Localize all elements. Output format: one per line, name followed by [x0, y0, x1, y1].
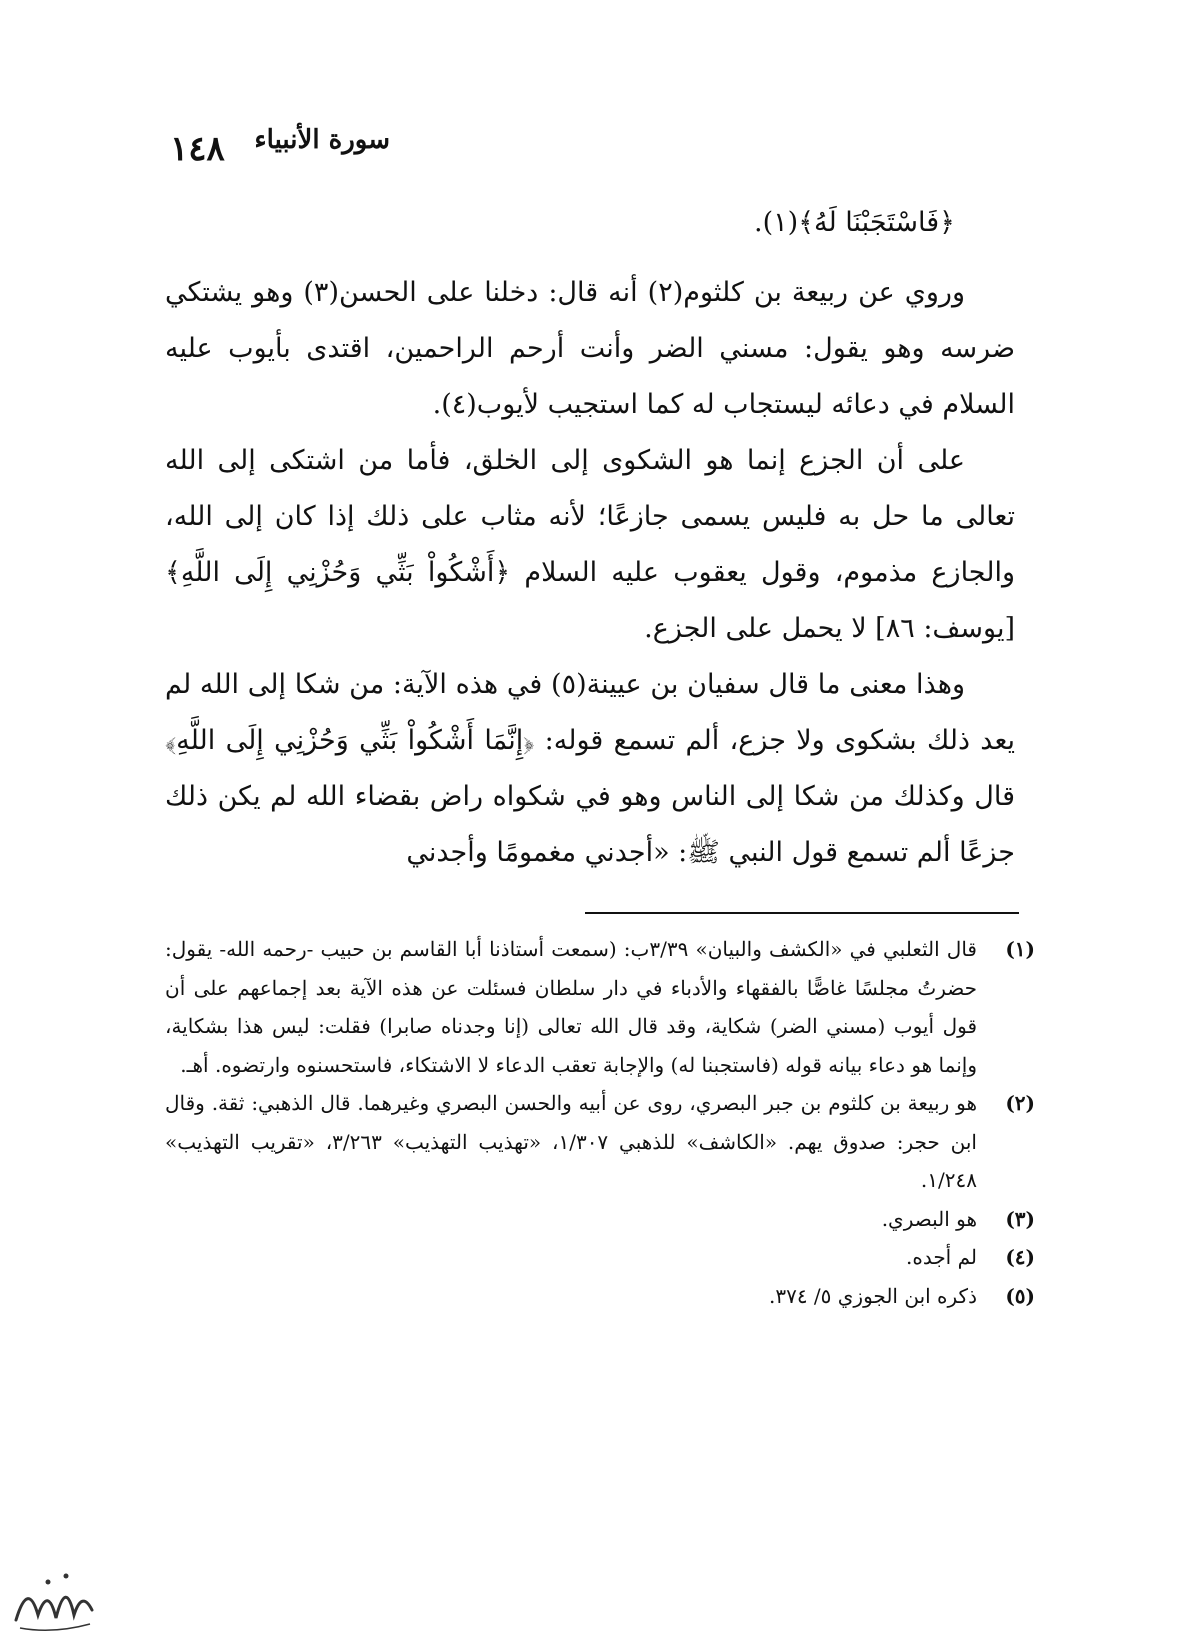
footnotes — [165, 930, 1035, 1315]
footnote-text: لم أجده. — [905, 1245, 977, 1269]
surah-title: سورة الأنبياء — [254, 125, 390, 155]
paragraph: وهذا معنى ما قال سفيان بن عيينة(٥) في هذه الآية: من شكا إلى الله لم يعد ذلك بشكوى ولا جزع، ألم تسمع قوله: ﴿إِنَّمَا أَشْكُواْ بَثِّي وَحُزْنِي إِلَى اللَّهِ﴾ قال وكذلك من شكا إلى الناس وهو في شكواه راض بقضاء الله لم يكن ذلك جزعًا ألم تسمع قول النبي ﷺ: «أجدني مغمومًا وأجدني — [165, 669, 1015, 868]
quran-quote-line: ﴿فَاسْتَجَبْنَا لَهُ﴾(١). — [754, 207, 955, 238]
paragraph: على أن الجزع إنما هو الشكوى إلى الخلق، فأما من اشتكى إلى الله تعالى ما حل به فليس يسمى جازعًا؛ لأنه مثاب على ذلك إذا كان إلى الله، والجازع مذموم، وقول يعقوب عليه السلام ﴿أَشْكُواْ بَثِّي وَحُزْنِي إِلَى اللَّهِ﴾ [يوسف: ٨٦] لا يحمل على الجزع. — [165, 445, 1015, 644]
footnote — [165, 930, 1035, 1084]
main-text — [165, 265, 1015, 881]
stamp-logo — [8, 1560, 98, 1640]
paragraph: وروي عن ربيعة بن كلثوم(٢) أنه قال: دخلنا على الحسن(٣) وهو يشتكي ضرسه وهو يقول: مسني الضر وأنت أرحم الراحمين، اقتدى بأيوب عليه السلام في دعائه ليستجاب له كما استجيب لأيوب(٤). — [165, 277, 1015, 420]
footnote — [165, 1277, 1035, 1316]
footnote-number: (٤) — [1005, 1245, 1035, 1269]
footnote — [165, 1238, 1035, 1277]
footnote-text: ذكره ابن الجوزي ٥/ ٣٧٤. — [768, 1283, 977, 1308]
footnote-number: (١) — [1005, 937, 1035, 961]
footnote-number: (٢) — [1005, 1091, 1035, 1115]
footnote-text: هو ربيعة بن كلثوم بن جبر البصري، روى عن أبيه والحسن البصري وغيرهما. قال الذهبي: ثقة. وقال ابن حجر: صدوق يهم. «الكاشف» للذهبي ١/٣٠٧، «تهذيب التهذيب» ٣/٢٦٣، «تقريب التهذيب» ١/٢٤٨. — [165, 1091, 977, 1192]
page-header — [170, 125, 1010, 175]
page-number: ١٤٨ — [170, 129, 225, 169]
footnote — [165, 1200, 1035, 1239]
footnote-number: (٥) — [1005, 1283, 1035, 1308]
footnote-number: (٣) — [1005, 1206, 1035, 1231]
footnote-text: هو البصري. — [881, 1206, 977, 1231]
footnote-text: قال الثعلبي في «الكشف والبيان» ٣/٣٩ب: (سمعت أستاذنا أبا القاسم بن حبيب -رحمه الله- يقول: حضرتُ مجلسًا غاصًّا بالفقهاء والأدباء في دار سلطان فسئلت عن هذه الآية بعد إجماعهم على أن قول أيوب (مسني الضر) شكاية، وقد قال الله تعالى (إنا وجدناه صابرا) فقلت: ليس هذا بشكاية، وإنما هو دعاء بيانه قوله (فاستجبنا له) والإجابة تعقب الدعاء لا الاشتكاء، فاستحسنوه وارتضوه. أهـ. — [165, 937, 977, 1077]
footnote — [165, 1084, 1035, 1200]
footnote-divider — [585, 912, 1019, 914]
